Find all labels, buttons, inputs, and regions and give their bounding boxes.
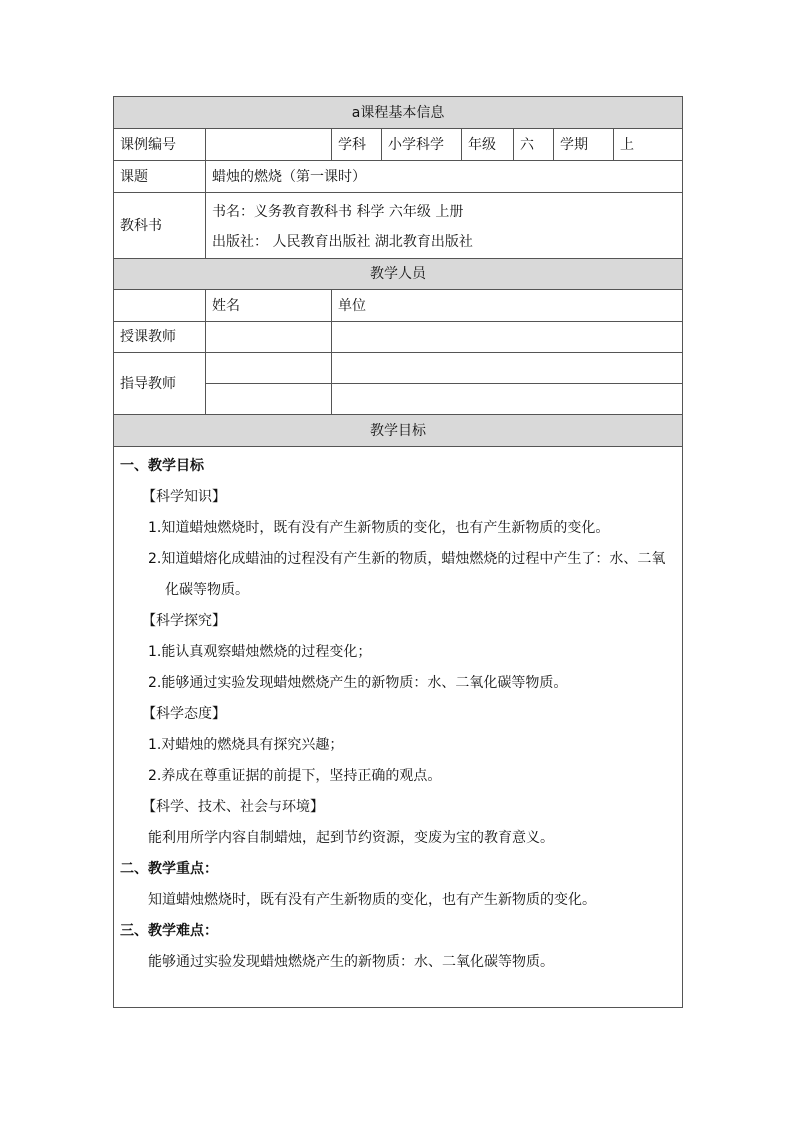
key-point-text: 知道蜡烛燃烧时，既有没有产生新物质的变化，也有产生新物质的变化。 [148, 892, 596, 908]
advisor-unit-2 [332, 384, 683, 415]
grade-value: 六 [514, 129, 554, 161]
sts-item-1: 能利用所学内容自制蜡烛，起到节约资源，变废为宝的教育意义。 [148, 830, 554, 846]
subject-label: 学科 [332, 129, 382, 161]
advisor-name-1 [206, 353, 332, 384]
attitude-title: 【科学态度】 [142, 706, 226, 722]
staff-name-header: 姓名 [206, 290, 332, 322]
subject-value: 小学科学 [382, 129, 462, 161]
objectives-body [114, 447, 683, 1008]
textbook-info [206, 193, 683, 259]
topic-value: 蜡烛的燃烧（第一课时） [206, 161, 683, 193]
course-code-label: 课例编号 [114, 129, 206, 161]
term-label: 学期 [554, 129, 614, 161]
difficulty-text: 能够通过实验发现蜡烛燃烧产生的新物质：水、二氧化碳等物质。 [148, 954, 554, 970]
course-info-header: a课程基本信息 [114, 97, 683, 129]
section-difficulty-title: 三、教学难点： [120, 923, 218, 939]
knowledge-item-2: 2.知道蜡熔化成蜡油的过程没有产生新的物质，蜡烛燃烧的过程中产生了：水、二氧 [148, 551, 666, 567]
knowledge-item-2-cont: 化碳等物质。 [165, 582, 249, 598]
knowledge-item-1: 1.知道蜡烛燃烧时，既有没有产生新物质的变化，也有产生新物质的变化。 [148, 520, 610, 536]
grade-label: 年级 [462, 129, 514, 161]
course-info-table [113, 96, 683, 1008]
inquiry-item-2: 2.能够通过实验发现蜡烛燃烧产生的新物质：水、二氧化碳等物质。 [148, 675, 568, 691]
staff-header: 教学人员 [114, 259, 683, 290]
textbook-publisher: 出版社： 人民教育出版社 湖北教育出版社 [212, 233, 473, 250]
advisor-unit-1 [332, 353, 683, 384]
staff-unit-header: 单位 [332, 290, 683, 322]
teacher-label: 授课教师 [114, 322, 206, 353]
inquiry-item-1: 1.能认真观察蜡烛燃烧的过程变化； [148, 644, 372, 660]
topic-label: 课题 [114, 161, 206, 193]
teacher-name [206, 322, 332, 353]
staff-corner-cell [114, 290, 206, 322]
advisor-label: 指导教师 [114, 353, 206, 415]
advisor-name-2 [206, 384, 332, 415]
attitude-item-1: 1.对蜡烛的燃烧具有探究兴趣； [148, 737, 344, 753]
attitude-item-2: 2.养成在尊重证据的前提下，坚持正确的观点。 [148, 768, 442, 784]
course-code-value [206, 129, 332, 161]
sts-title: 【科学、技术、社会与环境】 [142, 799, 324, 815]
knowledge-title: 【科学知识】 [142, 489, 226, 505]
section-objectives-title: 一、教学目标 [120, 458, 204, 474]
inquiry-title: 【科学探究】 [142, 613, 226, 629]
textbook-name: 书名：义务教育教科书 科学 六年级 上册 [212, 203, 464, 220]
objectives-header: 教学目标 [114, 415, 683, 447]
section-key-point-title: 二、教学重点： [120, 861, 218, 877]
teacher-unit [332, 322, 683, 353]
textbook-label: 教科书 [114, 193, 206, 259]
term-value: 上 [614, 129, 683, 161]
